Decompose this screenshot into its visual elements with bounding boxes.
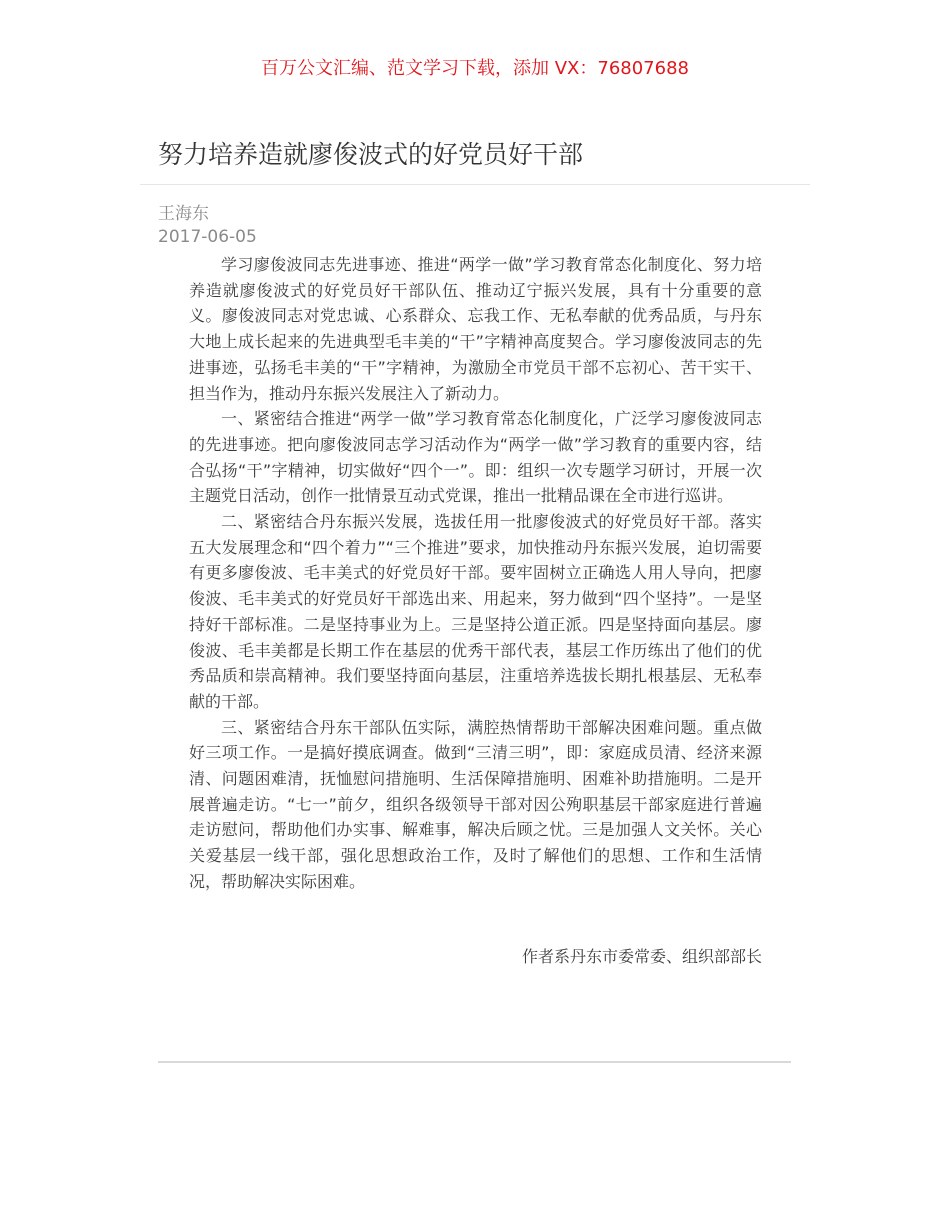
footer-divider [158,1061,791,1063]
author-signature: 作者系丹东市委常委、组织部部长 [521,947,762,966]
article-date: 2017-06-05 [158,227,257,247]
article-author: 王海东 [158,204,209,224]
article-paragraph-3: 三、紧密结合丹东干部队伍实际，满腔热情帮助干部解决困难问题。重点做好三项工作。一是搞好摸底调查。做到“三清三明”，即：家庭成员清、经济来源清、问题困难清，抚恤慰问措施明、生活保障措施明、困难补助措施明。二是开展普遍走访。“七一”前夕，组织各级领导干部对因公殉职基层干部家庭进行普遍走访慰问，帮助他们办实事、解难事，解决后顾之忧。三是加强人文关怀。关心关爱基层一线干部，强化思想政治工作，及时了解他们的思想、工作和生活情况，帮助解决实际困难。 [189,717,762,891]
article-paragraph-2: 二、紧密结合丹东振兴发展，选拔任用一批廖俊波式的好党员好干部。落实五大发展理念和“四个着力”“三个推进”要求，加快推动丹东振兴发展，迫切需要有更多廖俊波、毛丰美式的好党员好干部。要牢固树立正确选人用人导向，把廖俊波、毛丰美式的好党员好干部选出来、用起来，努力做到“四个坚持”。一是坚持好干部标准。二是坚持事业为上。三是坚持公道正派。四是坚持面向基层。廖俊波、毛丰美都是长期工作在基层的优秀干部代表，基层工作历练出了他们的优秀品质和崇高精神。我们要坚持面向基层，注重培养选拔长期扎根基层、无私奉献的干部。 [189,512,762,711]
article-body [189,252,762,895]
article-title: 努力培养造就廖俊波式的好党员好干部 [158,140,584,169]
article-paragraph-1: 一、紧密结合推进“两学一做”学习教育常态化制度化，广泛学习廖俊波同志的先进事迹。把向廖俊波同志学习活动作为“两学一做”学习教育的重要内容，结合弘扬“干”字精神，切实做好“四个一”。即：组织一次专题学习研讨，开展一次主题党日活动，创作一批情景互动式党课，推出一批精品课在全市进行巡讲。 [189,409,762,506]
article-paragraph-intro: 学习廖俊波同志先进事迹、推进“两学一做”学习教育常态化制度化、努力培养造就廖俊波式的好党员好干部队伍、推动辽宁振兴发展，具有十分重要的意义。廖俊波同志对党忠诚、心系群众、忘我工作、无私奉献的优秀品质，与丹东大地上成长起来的先进典型毛丰美的“干”字精神高度契合。学习廖俊波同志的先进事迹，弘扬毛丰美的“干”字精神，为激励全市党员干部不忘初心、苦干实干、担当作为，推动丹东振兴发展注入了新动力。 [189,255,762,403]
promo-banner: 百万公文汇编、范文学习下载，添加 VX：76807688 [261,58,689,79]
title-divider [140,184,810,185]
